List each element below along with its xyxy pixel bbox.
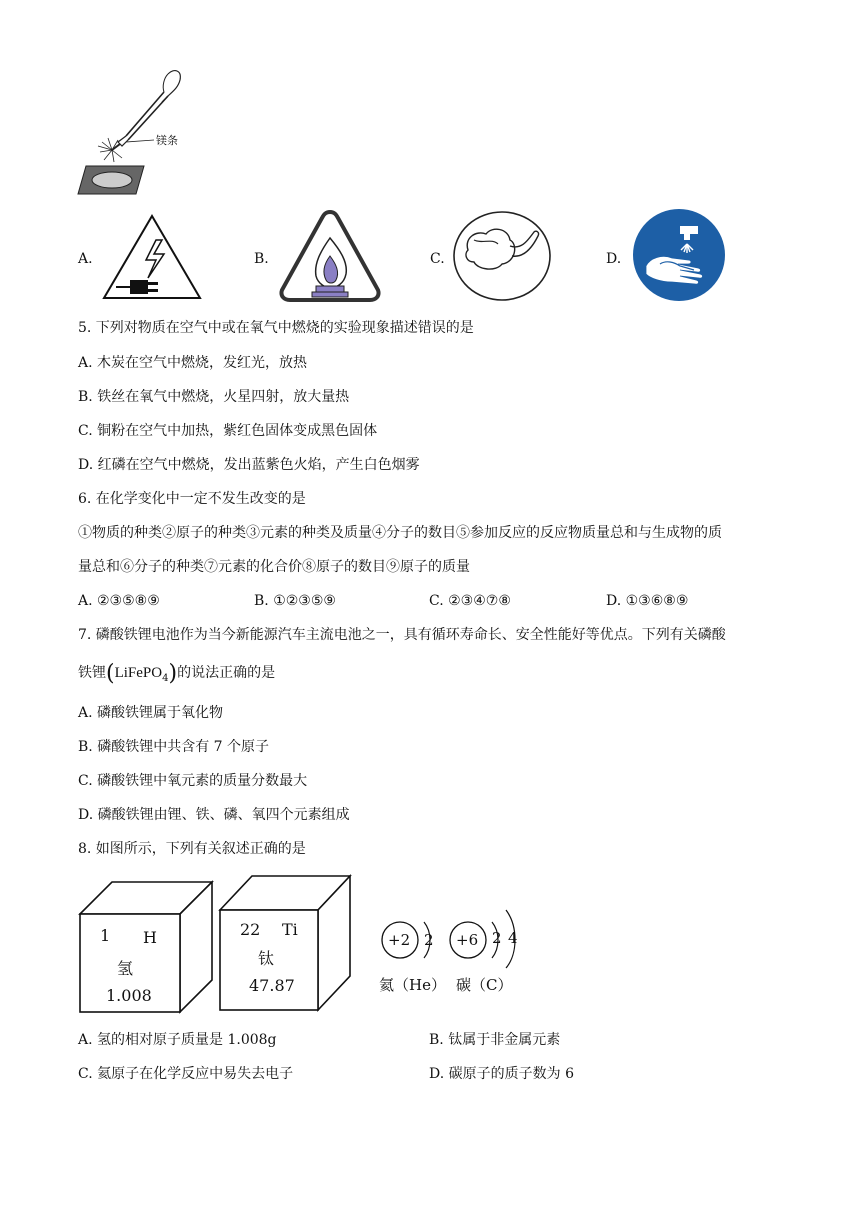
titanium-atomic-number: 22 [240, 920, 261, 939]
carbon-caption: 碳（C） [456, 976, 513, 994]
q7-stem-suffix: 的说法正确的是 [177, 665, 276, 681]
q7-formula-main: LiFePO [114, 665, 163, 681]
q6-option-d: D. ①③⑥⑧⑨ [606, 593, 689, 609]
carbon-shell1-electrons: 2 [492, 929, 502, 947]
q7-option-b: B. 磷酸铁锂中共含有 7 个原子 [78, 739, 269, 755]
q5-option-d: D. 红磷在空气中燃烧，发出蓝紫色火焰，产生白色烟雾 [78, 457, 420, 473]
carbon-shell2-electrons: 4 [508, 929, 518, 947]
q6-option-b: B. ①②③⑤⑨ [254, 593, 336, 609]
no-food-plate-icon [452, 210, 552, 302]
q7-formula-subscript: 4 [162, 672, 169, 684]
flammable-burner-icon [276, 208, 384, 304]
magnesium-label: 镁条 [156, 134, 178, 147]
q5-option-a: A. 木炭在空气中燃烧，发红光，放热 [78, 355, 308, 371]
q7-option-c: C. 磷酸铁锂中氧元素的质量分数最大 [78, 773, 308, 789]
titanium-name: 钛 [258, 949, 275, 968]
q7-stem-prefix: 铁锂 [78, 665, 106, 681]
q6-statement-line1: ①物质的种类②原子的种类③元素的种类及质量④分子的数目⑤参加反应的反应物质量总和与生成物的质 [78, 525, 722, 541]
q7-formula: ( [106, 661, 115, 686]
q8-option-c: C. 氦原子在化学反应中易失去电子 [78, 1066, 294, 1082]
carbon-nucleus: +6 [456, 931, 479, 949]
q8-stem: 8. 如图所示，下列有关叙述正确的是 [78, 841, 306, 857]
q6-option-a: A. ②③⑤⑧⑨ [78, 593, 160, 609]
hydrogen-symbol: H [143, 928, 157, 947]
q6-option-c: C. ②③④⑦⑧ [429, 593, 511, 609]
q7-option-d: D. 磷酸铁锂由锂、铁、磷、氧四个元素组成 [78, 807, 350, 823]
hydrogen-name: 氢 [117, 959, 134, 978]
q4-option-d-label: D. [606, 251, 622, 267]
helium-caption: 氦（He） [379, 976, 446, 994]
q6-stem: 6. 在化学变化中一定不发生改变的是 [78, 491, 306, 507]
q4-option-b-label: B. [254, 251, 269, 267]
helium-shell-electrons: 2 [424, 931, 434, 949]
helium-nucleus: +2 [388, 931, 411, 949]
q8-option-a: A. 氢的相对原子质量是 1.008g [78, 1032, 277, 1048]
q4-option-c-label: C. [430, 251, 445, 267]
q7-option-a: A. 磷酸铁锂属于氧化物 [78, 705, 224, 721]
q8-option-d: D. 碳原子的质子数为 6 [429, 1066, 574, 1082]
hydrogen-atomic-number: 1 [100, 926, 111, 945]
q5-option-b: B. 铁丝在氧气中燃烧，火星四射，放大量热 [78, 389, 350, 405]
q5-option-c: C. 铜粉在空气中加热，紫红色固体变成黑色固体 [78, 423, 378, 439]
q7-stem-line1: 7. 磷酸铁锂电池作为当今新能源汽车主流电池之一，具有循环寿命长、安全性能好等优点。下列有关磷酸 [78, 627, 726, 643]
titanium-symbol: Ti [282, 920, 298, 939]
hydrogen-mass: 1.008 [106, 986, 152, 1005]
magnesium-burning-figure [76, 66, 216, 196]
q8-option-b: B. 钛属于非金属元素 [429, 1032, 561, 1048]
q4-option-a-label: A. [78, 251, 93, 267]
q7-stem-line2: 铁锂(LiFePO$_4$)的说法正确的是 [78, 661, 276, 686]
electric-shock-warning-icon [100, 212, 204, 302]
titanium-mass: 47.87 [249, 976, 295, 995]
wash-hands-sign-icon [632, 208, 726, 302]
q6-statement-line2: 量总和⑥分子的种类⑦元素的化合价⑧原子的数目⑨原子的质量 [78, 559, 470, 575]
q5-stem: 5. 下列对物质在空气中或在氧气中燃烧的实验现象描述错误的是 [78, 320, 474, 336]
